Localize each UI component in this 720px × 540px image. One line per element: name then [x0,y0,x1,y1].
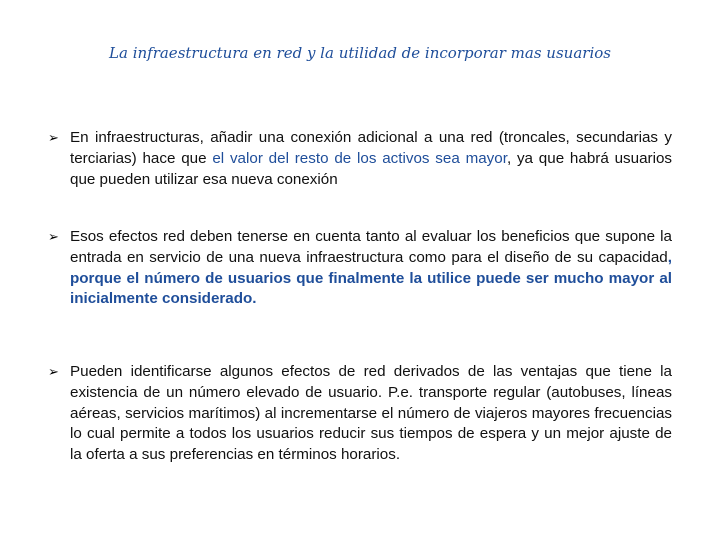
right-arrow-bullet-icon: ➢ [48,130,59,145]
bullet-item [48,227,672,310]
bullet-highlight: el valor del resto de los activos sea mayor [212,149,507,167]
right-arrow-bullet-icon: ➢ [48,229,59,244]
bullet-item [48,128,672,190]
slide-title: La infraestructura en red y la utilidad de incorporar mas usuarios [109,44,611,62]
bullet-item [48,362,672,466]
bullet-text [70,128,672,190]
bullet-comma: , [667,248,672,266]
bullet-text [70,227,672,310]
bullet-highlight: porque el número de usuarios que finalmente la utilice puede ser mucho mayor al inicialmente considerado. [70,269,672,308]
right-arrow-bullet-icon: ➢ [48,364,59,379]
bullet-text-part: Esos efectos red deben tenerse en cuenta tanto al evaluar los beneficios que supone la entrada en servicio de una nueva infraestructura como para el diseño de su capacidad [70,228,672,266]
bullet-text-part: , ya que habrá usuarios que pueden utilizar esa nueva conexión [70,149,672,188]
bullet-text: Pueden identificarse algunos efectos de red derivados de las ventajas que tiene la existencia de un número elevado de usuario. P.e. transporte regular (autobuses, líneas aéreas, servicios marítimos) al incrementarse el número de viajeros mayores frecuencias lo cual permite a todos los usuarios reducir sus tiempos de espera y un mejor ajuste de la oferta a sus preferencias en términos horarios. [70,363,672,464]
bullet-text-part: En infraestructuras, añadir una conexión adicional a una red (troncales, secundarias y terciarias) hace que [70,129,672,167]
